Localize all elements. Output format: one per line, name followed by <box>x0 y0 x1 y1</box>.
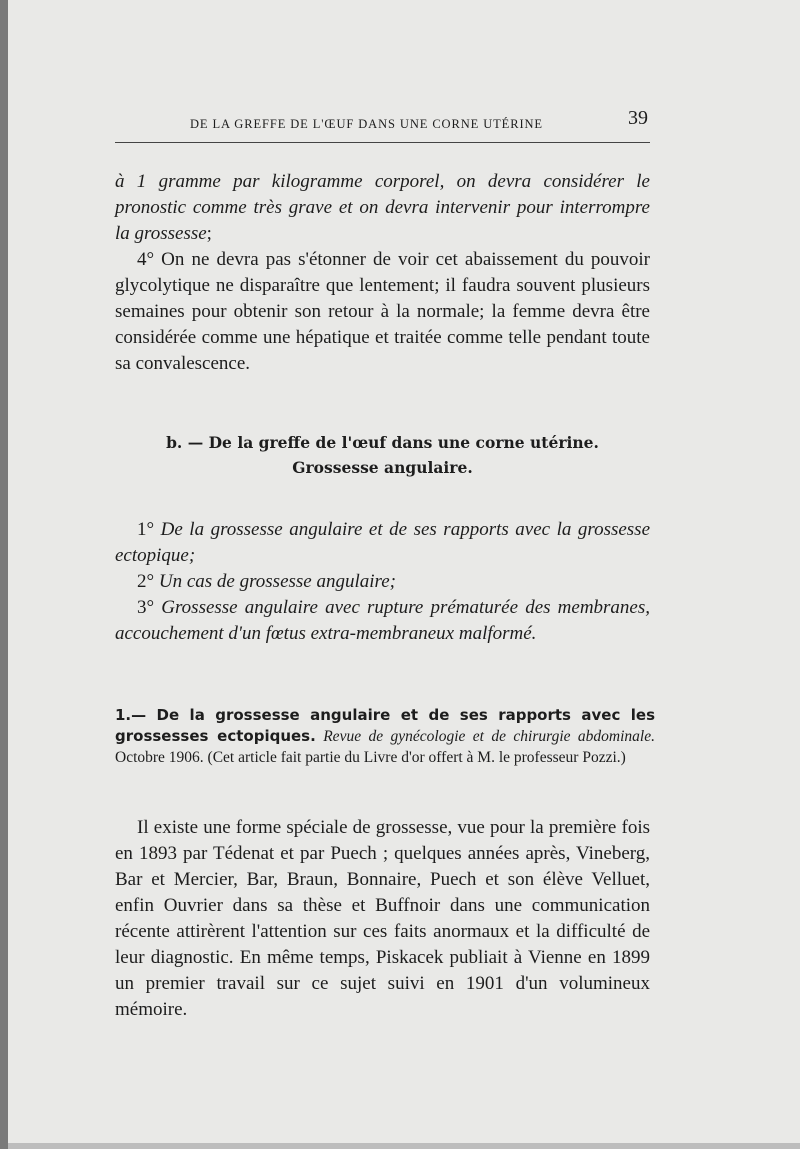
list-item: 2° Un cas de grossesse angulaire; <box>137 571 396 592</box>
body-text-bottom <box>115 815 650 1023</box>
section-heading-line1: b. — De la greffe de l'œuf dans une corne utérine. <box>166 433 599 452</box>
page-edge <box>8 1143 800 1149</box>
section-heading <box>115 430 650 480</box>
running-header <box>190 107 650 132</box>
header-rule <box>115 142 650 143</box>
entry-title: 1.— De la grossesse angulaire et de ses rapports avec les grossesses ectopiques. <box>115 706 655 745</box>
entry-journal: Revue de gynécologie et de chirurgie abdominale. <box>323 728 655 745</box>
paragraph-tail: ; <box>206 223 212 244</box>
paragraph-italic-text: à 1 gramme par kilogramme corporel, on devra considérer le pronostic comme très grave et on devra intervenir pour interrompre la grossesse <box>115 171 650 244</box>
page-number: 39 <box>628 107 648 129</box>
contents-list <box>115 517 650 647</box>
list-item: 3° Grossesse angulaire avec rupture prématurée des membranes, accouchement d'un fœtus extra-membraneux malformé. <box>115 597 651 644</box>
book-page <box>8 0 800 1149</box>
running-title: DE LA GREFFE DE L'ŒUF DANS UNE CORNE UTÉRINE <box>190 117 543 131</box>
list-item: 1° De la grossesse angulaire et de ses rapports avec la grossesse ectopique; <box>115 519 651 566</box>
paragraph-point-4: 4° On ne devra pas s'étonner de voir cet abaissement du pouvoir glycolytique ne disparaître que lentement; il faudra souvent plusieurs semaines pour obtenir son retour à la normale; la femme devra être considérée comme une hépatique et traitée comme telle pendant toute sa convalescence. <box>115 249 650 374</box>
body-text-top <box>115 169 650 377</box>
section-heading-line2: Grossesse angulaire. <box>292 458 473 477</box>
entry-details: Octobre 1906. (Cet article fait partie du Livre d'or offert à M. le professeur Pozzi.) <box>115 749 626 766</box>
bibliography-entry <box>115 705 655 768</box>
paragraph-main: Il existe une forme spéciale de grossesse, vue pour la première fois en 1893 par Tédenat et par Puech ; quelques années après, Vineberg, Bar et Mercier, Bar, Braun, Bonnaire, Puech et son élève Velluet, enfin Ouvrier dans sa thèse et Buffnoir dans une communication récente attirèrent l'attention sur ces faits anormaux et la difficulté de leur diagnostic. En même temps, Piskacek publiait à Vienne en 1899 un premier travail sur ce sujet suivi en 1901 d'un volumineux mémoire. <box>115 817 650 1020</box>
paragraph-continuation <box>115 169 650 247</box>
